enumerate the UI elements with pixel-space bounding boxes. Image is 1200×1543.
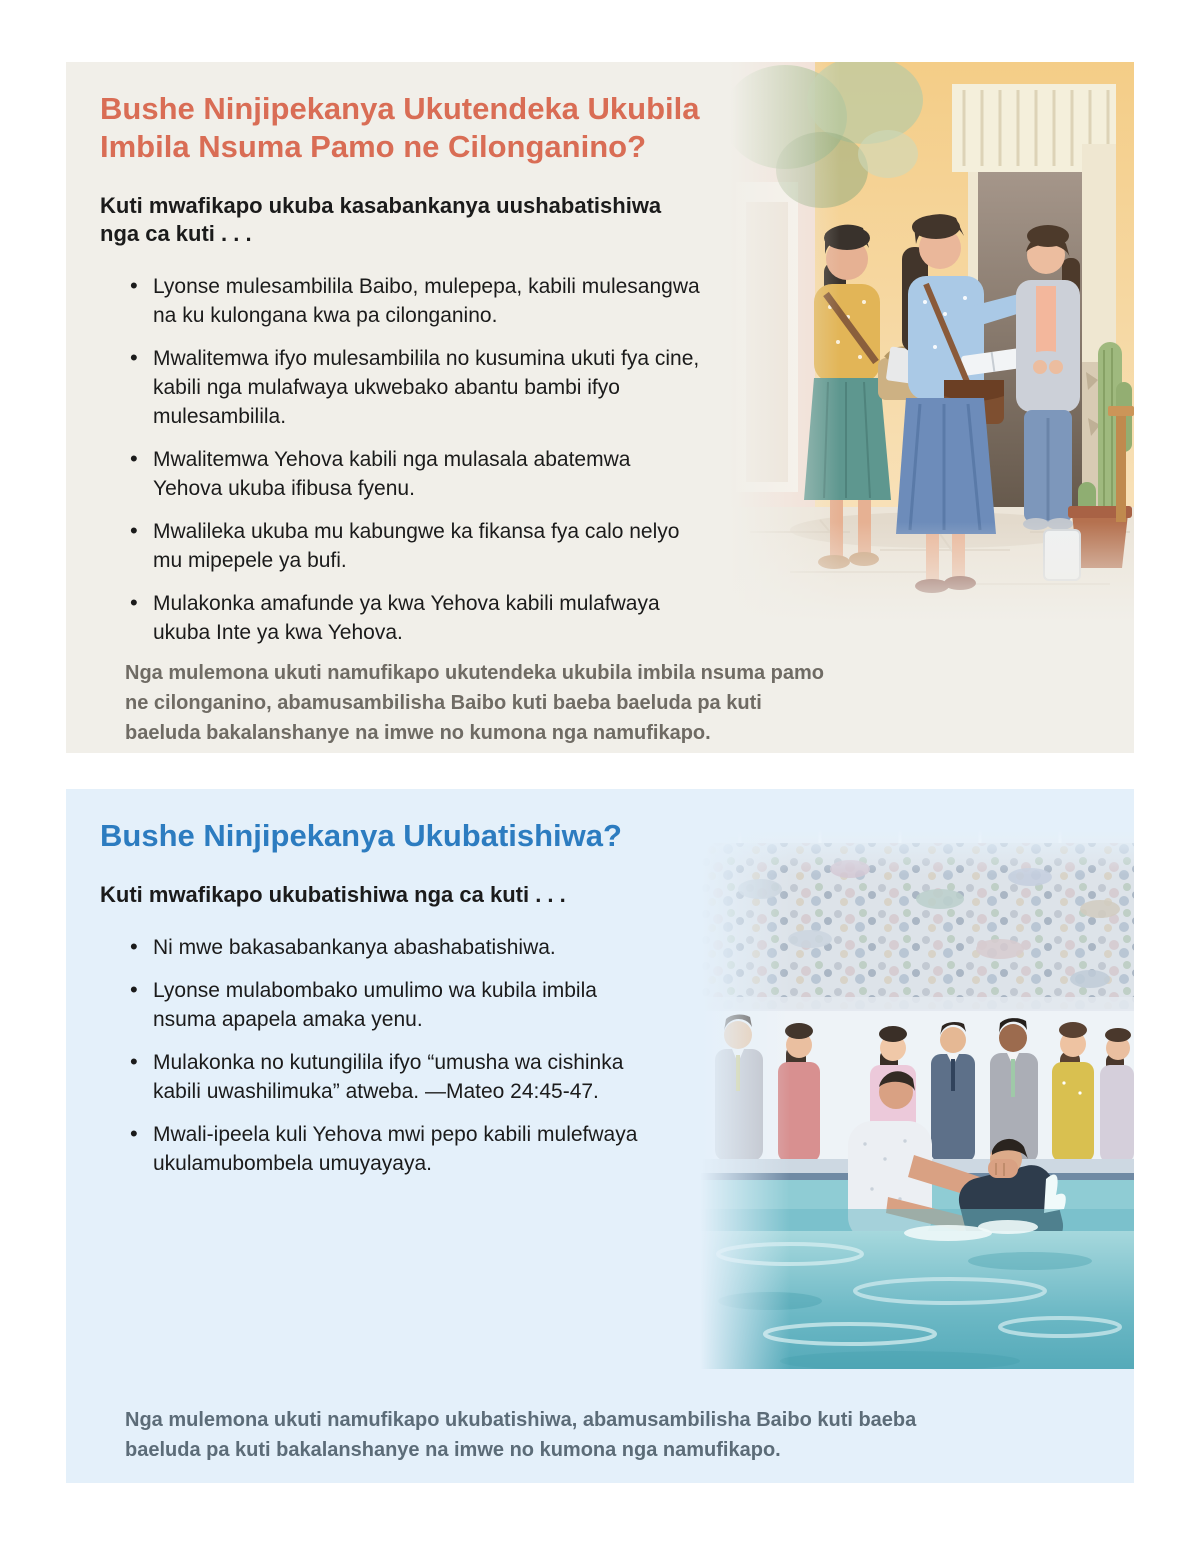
bullet-item: • Mulakonka amafunde ya kwa Yehova kabili mulafwaya ukuba Inte ya kwa Yehova. (130, 589, 703, 647)
checklist-bottom (100, 933, 1134, 1178)
title-line-2: Imbila Nsuma Pamo ne Cilonganino? (100, 129, 647, 164)
panel-baptism (66, 789, 1134, 1483)
bullet-item: • Mwali-ipeela kuli Yehova mwi pepo kabili mulefwaya ukulamubombela umuyayaya. (130, 1120, 658, 1178)
title-line-1: Bushe Ninjipekanya Ukutendeka Ukubila (100, 91, 700, 126)
bullet-item: • Mwalileka ukuba mu kabungwe ka fikansa fya calo nelyo mu mipepele ya bufi. (130, 517, 703, 575)
page-title-bottom (100, 817, 800, 855)
panel-top-content (66, 62, 1134, 647)
bullet-item: • Lyonse mulabombako umulimo wa kubila imbila nsuma apapela amaka yenu. (130, 976, 658, 1034)
footer-note-top: Nga mulemona ukuti namufikapo ukutendeka ukubila imbila nsuma pamo ne cilonganino, abamusambilisha Baibo kuti baeba baeluda pa kuti baeluda bakalanshanye na imwe no kumona nga namufikapo. (125, 662, 825, 744)
bullet-item: • Mwalitemwa Yehova kabili nga mulasala abatemwa Yehova ukuba ifibusa fyenu. (130, 445, 703, 503)
subtitle-bottom: Kuti mwafikapo ukubatishiwa nga ca kuti . . . (100, 882, 566, 907)
title-line-1: Bushe Ninjipekanya Ukubatishiwa? (100, 818, 622, 853)
page-title-top (100, 90, 800, 166)
bullet-item: • Mulakonka no kutungilila ifyo “umusha wa cishinka kabili uwashilimuka” atweba. —Mateo 24:45-47. (130, 1048, 658, 1106)
bullet-item: • Mwalitemwa ifyo mulesambilila no kusumina ukuti fya cine, kabili nga mulafwaya ukwebako abantu bambi ifyo mulesambilila. (130, 344, 703, 431)
panel-preaching (66, 62, 1134, 753)
bullet-item: • Ni mwe bakasabankanya abashabatishiwa. (130, 933, 658, 962)
checklist-top (100, 272, 1134, 647)
bullet-item: • Lyonse mulesambilila Baibo, mulepepa, kabili mulesangwa na ku kulongana kwa pa cilonganino. (130, 272, 703, 330)
panel-bottom-content (66, 789, 1134, 1178)
subtitle-top: Kuti mwafikapo ukuba kasabankanya uushabatishiwa nga ca kuti . . . (100, 193, 662, 246)
footer-note-bottom: Nga mulemona ukuti namufikapo ukubatishiwa, abamusambilisha Baibo kuti baeba baeluda pa kuti bakalanshanye na imwe no kumona nga namufikapo. (125, 1409, 917, 1461)
